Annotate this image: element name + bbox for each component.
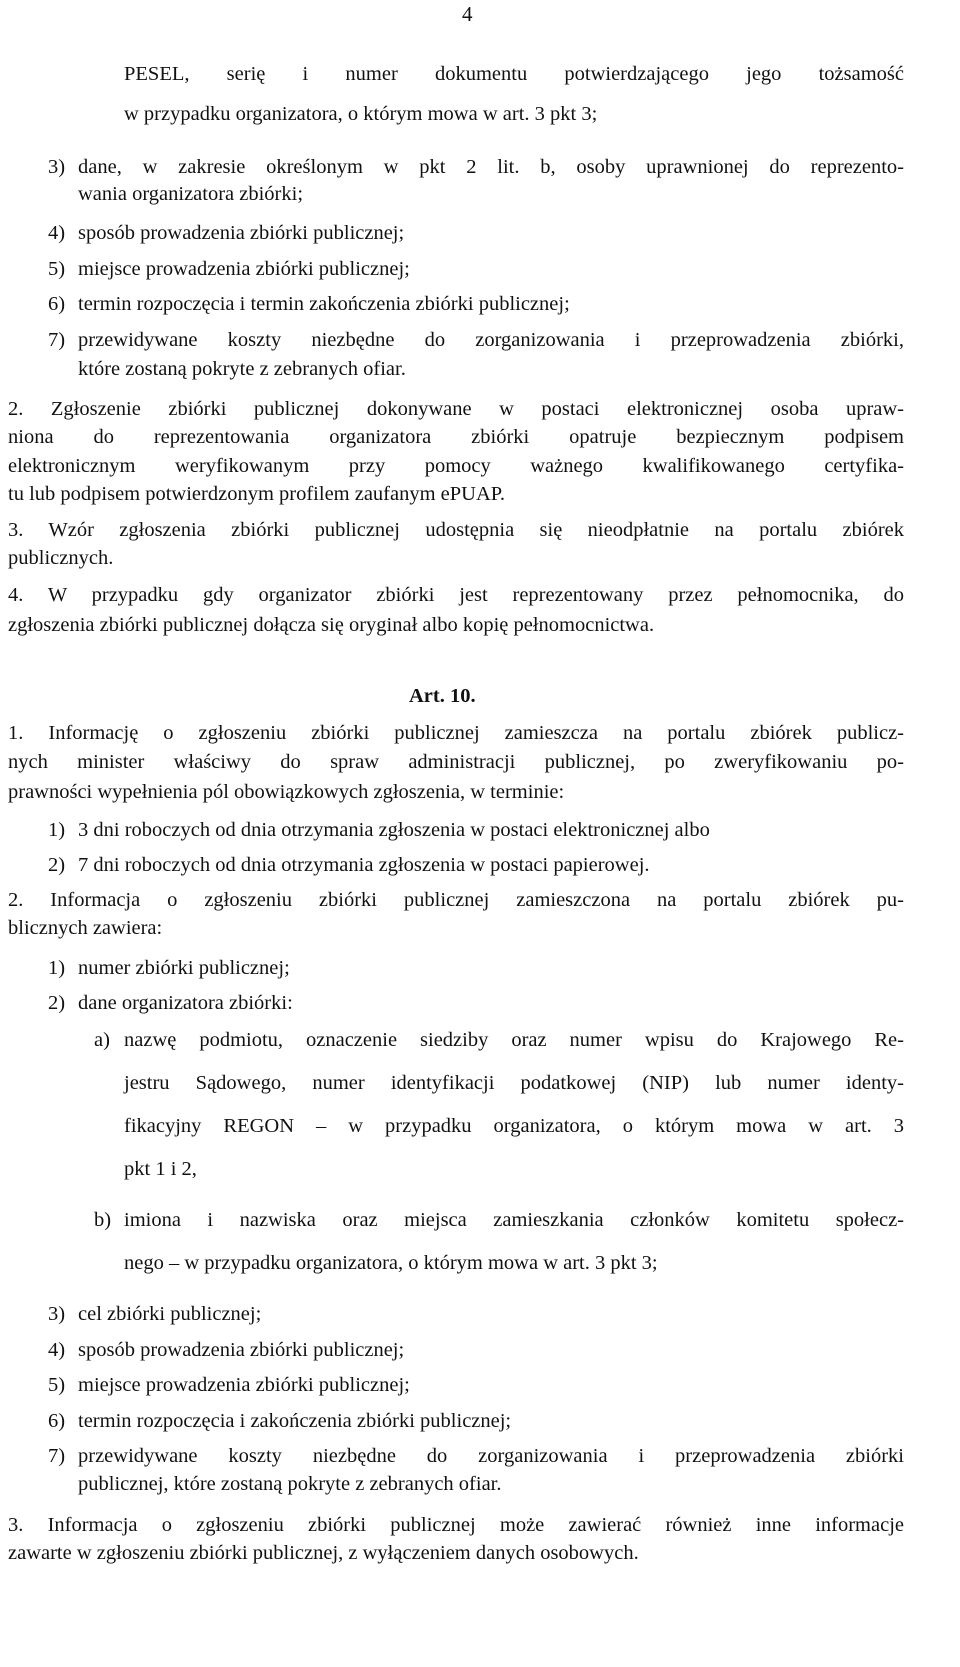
list-item-line: cel zbiórki publicznej; (78, 1303, 262, 1325)
item-number: 5) (48, 1374, 66, 1396)
subitem-letter: a) (94, 1029, 110, 1051)
page-number: 4 (462, 2, 473, 26)
list-item-line: numer zbiórki publicznej; (78, 957, 290, 979)
list-item-line: publicznej, które zostaną pokryte z zebranych ofiar. (78, 1473, 502, 1495)
pesel-line-2: w przypadku organizatora, o którym mowa w art. 3 pkt 3; (124, 103, 598, 125)
paragraph-line: niona do reprezentowania organizatora zbiórki opatruje bezpiecznym podpisem (8, 426, 904, 448)
list-item-line: miejsce prowadzenia zbiórki publicznej; (78, 1374, 410, 1396)
list-item-line: które zostaną pokryte z zebranych ofiar. (78, 358, 406, 380)
item-number: 6) (48, 1410, 66, 1432)
list-item-line: 3 dni roboczych od dnia otrzymania zgłoszenia w postaci elektronicznej albo (78, 819, 710, 841)
subitem-line: fikacyjny REGON – w przypadku organizatora, o którym mowa w art. 3 (124, 1115, 904, 1137)
list-item-line: miejsce prowadzenia zbiórki publicznej; (78, 258, 410, 280)
paragraph-line: zawarte w zgłoszeniu zbiórki publicznej, z wyłączeniem danych osobowych. (8, 1542, 639, 1564)
item-number: 7) (48, 329, 66, 351)
paragraph-line: elektronicznym weryfikowanym przy pomocy ważnego kwalifikowanego certyfika- (8, 455, 904, 477)
subitem-line: pkt 1 i 2, (124, 1158, 197, 1180)
paragraph-line: 3. Informacja o zgłoszeniu zbiórki publicznej może zawierać również inne informacje (8, 1514, 904, 1536)
paragraph-line: tu lub podpisem potwierdzonym profilem zaufanym ePUAP. (8, 483, 506, 505)
list-item-line: przewidywane koszty niezbędne do zorganizowania i przeprowadzenia zbiórki (78, 1445, 904, 1467)
item-number: 4) (48, 1339, 66, 1361)
subitem-line: imiona i nazwiska oraz miejsca zamieszkania członków komitetu społecz- (124, 1209, 904, 1231)
paragraph-line: blicznych zawiera: (8, 917, 163, 939)
paragraph-line: 3. Wzór zgłoszenia zbiórki publicznej udostępnia się nieodpłatnie na portalu zbiórek (8, 519, 904, 541)
list-item-line: termin rozpoczęcia i termin zakończenia zbiórki publicznej; (78, 293, 570, 315)
item-number: 6) (48, 293, 66, 315)
paragraph-line: 4. W przypadku gdy organizator zbiórki jest reprezentowany przez pełnomocnika, do (8, 584, 904, 606)
list-item-line: wania organizatora zbiórki; (78, 183, 304, 205)
paragraph-line: zgłoszenia zbiórki publicznej dołącza się oryginał albo kopię pełnomocnictwa. (8, 614, 655, 636)
pesel-line-1: PESEL, serię i numer dokumentu potwierdzającego jego tożsamość (124, 63, 904, 85)
paragraph-line: 2. Zgłoszenie zbiórki publicznej dokonywane w postaci elektronicznej osoba upraw- (8, 398, 904, 420)
item-number: 1) (48, 819, 66, 841)
item-number: 2) (48, 854, 66, 876)
list-item-line: dane organizatora zbiórki: (78, 992, 293, 1014)
paragraph-line: prawności wypełnienia pól obowiązkowych zgłoszenia, w terminie: (8, 781, 565, 803)
item-number: 5) (48, 258, 66, 280)
item-number: 1) (48, 957, 66, 979)
subitem-line: nego – w przypadku organizatora, o którym mowa w art. 3 pkt 3; (124, 1252, 658, 1274)
paragraph-line: 1. Informację o zgłoszeniu zbiórki publicznej zamieszcza na portalu zbiórek publicz- (8, 722, 904, 744)
list-item-line: 7 dni roboczych od dnia otrzymania zgłoszenia w postaci papierowej. (78, 854, 650, 876)
list-item-line: sposób prowadzenia zbiórki publicznej; (78, 222, 405, 244)
item-number: 4) (48, 222, 66, 244)
subitem-letter: b) (94, 1209, 112, 1231)
paragraph-line: 2. Informacja o zgłoszeniu zbiórki publicznej zamieszczona na portalu zbiórek pu- (8, 889, 904, 911)
list-item-line: sposób prowadzenia zbiórki publicznej; (78, 1339, 405, 1361)
subitem-line: jestru Sądowego, numer identyfikacji podatkowej (NIP) lub numer identy- (124, 1072, 904, 1094)
item-number: 3) (48, 156, 66, 178)
list-item-line: przewidywane koszty niezbędne do zorganizowania i przeprowadzenia zbiórki, (78, 329, 904, 351)
paragraph-line: nych minister właściwy do spraw administracji publicznej, po zweryfikowaniu po- (8, 751, 904, 773)
paragraph-line: publicznych. (8, 547, 114, 569)
item-number: 2) (48, 992, 66, 1014)
item-number: 7) (48, 1445, 66, 1467)
list-item-line: dane, w zakresie określonym w pkt 2 lit. b, osoby uprawnionej do reprezento- (78, 156, 904, 178)
subitem-line: nazwę podmiotu, oznaczenie siedziby oraz numer wpisu do Krajowego Re- (124, 1029, 904, 1051)
list-item-line: termin rozpoczęcia i zakończenia zbiórki publicznej; (78, 1410, 512, 1432)
item-number: 3) (48, 1303, 66, 1325)
article-heading: Art. 10. (409, 685, 476, 707)
